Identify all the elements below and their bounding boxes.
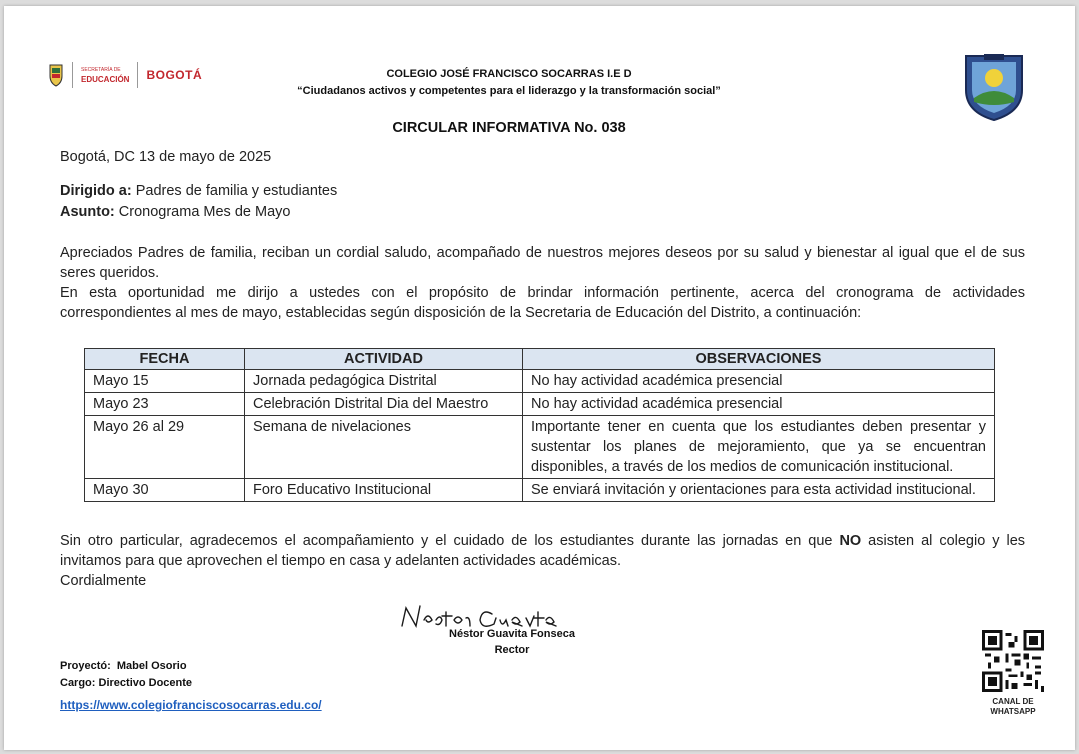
- whatsapp-qr-code-icon[interactable]: [978, 630, 1048, 692]
- document-page: [4, 6, 1075, 750]
- place-date: Bogotá, DC 13 de mayo de 2025: [60, 149, 272, 165]
- cell-observaciones: Se enviará invitación y orientaciones para esta actividad institucional.: [523, 479, 995, 502]
- table-row: [85, 370, 995, 393]
- cell-actividad: Foro Educativo Institucional: [245, 479, 523, 502]
- cell-actividad: Celebración Distrital Dia del Maestro: [245, 393, 523, 416]
- school-name: COLEGIO JOSÉ FRANCISCO SOCARRAS I.E D: [386, 68, 632, 80]
- secretaria-main-text: EDUCACIÓN: [81, 75, 130, 84]
- header-observaciones: OBSERVACIONES: [523, 349, 995, 370]
- cell-observaciones: Importante tener en cuenta que los estudiantes deben presentar y sustentar los planes de mejoramiento, que ya se encuentran disponibles, a través de los medios de comunicación institucional.: [523, 416, 995, 479]
- cell-fecha: Mayo 30: [85, 479, 245, 502]
- header-actividad: ACTIVIDAD: [245, 349, 523, 370]
- subject-value: Cronograma Mes de Mayo: [114, 204, 291, 220]
- addressee-label: Dirigido a:: [60, 183, 132, 199]
- cell-actividad: Jornada pedagógica Distrital: [245, 370, 523, 393]
- addressee-line: [60, 181, 337, 201]
- position: [60, 677, 192, 689]
- subject-line: [60, 202, 290, 222]
- table-row: [85, 479, 995, 502]
- cell-fecha: Mayo 26 al 29: [85, 416, 245, 479]
- closing-text-b: asisten al colegio y les: [861, 533, 1026, 549]
- circular-title: CIRCULAR INFORMATIVA No. 038: [392, 120, 626, 136]
- paragraph-2-line-1: En esta oportunidad me dirijo a ustedes con el propósito de brindar información pertinente, acerca del cronograma de actividades: [60, 285, 1025, 301]
- table-header-row: [85, 349, 995, 370]
- school-motto: “Ciudadanos activos y competentes para el liderazgo y la transformación social”: [297, 85, 721, 97]
- closing-text-a: Sin otro particular, agradecemos el acompañamiento y el cuidado de los estudiantes durante las jornadas en que: [60, 533, 840, 549]
- closing-line-1: [60, 531, 1025, 551]
- qr-caption-line-2: WHATSAPP: [990, 707, 1036, 716]
- schedule-table: [84, 348, 995, 502]
- cell-observaciones: No hay actividad académica presencial: [523, 393, 995, 416]
- school-website-link[interactable]: https://www.colegiofranciscosocarras.edu.co/: [60, 698, 322, 712]
- projected-label: Proyectó:: [60, 660, 111, 672]
- farewell: Cordialmente: [60, 573, 147, 589]
- signer-name: Néstor Guavita Fonseca: [449, 628, 575, 640]
- projected-value: Mabel Osorio: [116, 660, 187, 672]
- paragraph-1-line-2: seres queridos.: [60, 265, 160, 281]
- closing-emphasis: NO: [839, 533, 862, 549]
- cell-fecha: Mayo 23: [85, 393, 245, 416]
- cell-actividad: Semana de nivelaciones: [245, 416, 523, 479]
- qr-caption-line-1: CANAL DE: [992, 697, 1034, 706]
- projected-by: [60, 660, 187, 672]
- paragraph-2-line-2: correspondientes al mes de mayo, establecidas según disposición de la Secretaria de Educación del Distrito, a continuación:: [60, 305, 862, 321]
- secretaria-small-text: SECRETARÍA DE: [81, 67, 121, 73]
- signer-role: Rector: [494, 644, 530, 656]
- qr-caption: [978, 697, 1048, 717]
- header-fecha: FECHA: [85, 349, 245, 370]
- addressee-value: Padres de familia y estudiantes: [131, 183, 338, 199]
- closing-line-2: invitamos para que aprovechen el tiempo en casa y adelanten actividades académicas.: [60, 553, 622, 569]
- position-label: Cargo:: [60, 677, 96, 689]
- paragraph-1-line-1: Apreciados Padres de familia, reciban un cordial saludo, acompañado de nuestros mejores deseos por su salud y bienestar al igual que el de sus: [60, 245, 1025, 261]
- table-row: [85, 416, 995, 479]
- table-row: [85, 393, 995, 416]
- cell-fecha: Mayo 15: [85, 370, 245, 393]
- subject-label: Asunto:: [60, 204, 115, 220]
- bogota-logo: BOGOTÁ: [146, 68, 203, 82]
- cell-observaciones: No hay actividad académica presencial: [523, 370, 995, 393]
- position-value: Directivo Docente: [98, 677, 193, 689]
